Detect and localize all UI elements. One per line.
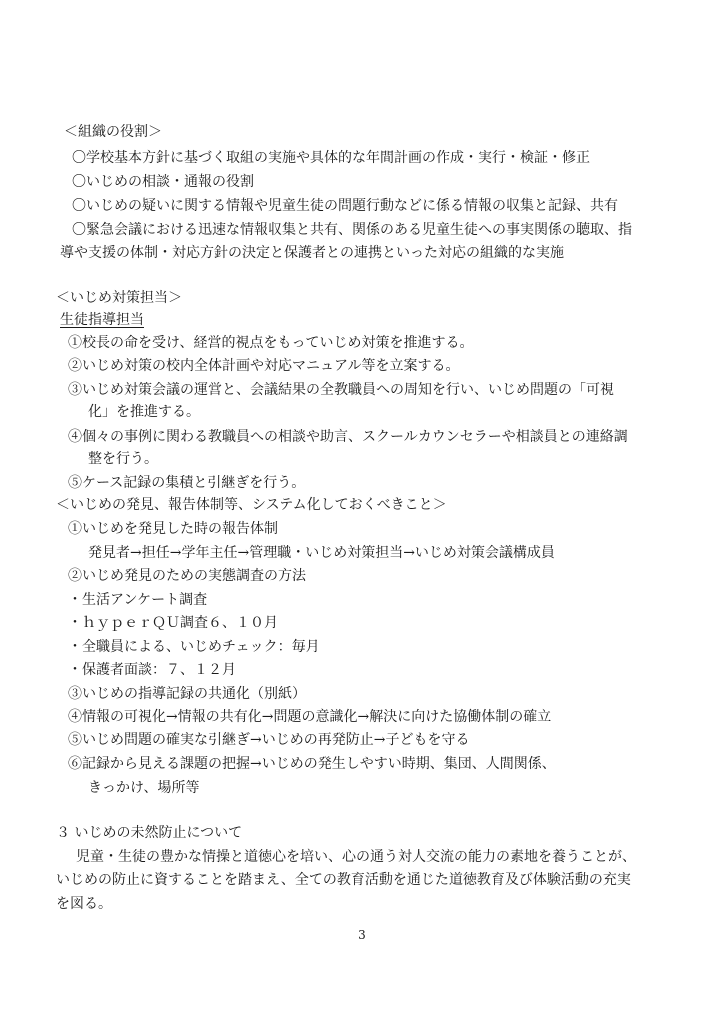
org-role-item-continued: 導や支援の体制・対応方針の決定と保護者との連携といった対応の組織的な実施 xyxy=(60,245,564,261)
anti-bullying-heading: ＜いじめ対策担当＞ xyxy=(56,290,182,306)
anti-bullying-item: ②いじめ対策の校内全体計画や対応マニュアル等を立案する。 xyxy=(68,358,460,374)
anti-bullying-item-continued: 化」を推進する。 xyxy=(88,404,200,420)
discovery-heading: ＜いじめの発見、報告体制等、システム化しておくべきこと＞ xyxy=(56,497,447,513)
discovery-item: ④情報の可視化→情報の共有化→問題の意識化→解決に向けた協働体制の確立 xyxy=(68,709,552,725)
discovery-item: ⑤いじめ問題の確実な引継ぎ→いじめの再発防止→子どもを守る xyxy=(68,732,470,748)
discovery-bullet: ・ｈｙｐｅｒＱＵ調査６、１０月 xyxy=(68,615,278,631)
discovery-bullet: ・生活アンケート調査 xyxy=(68,592,208,608)
section3-paragraph-line: を図る。 xyxy=(56,896,112,912)
discovery-item: ⑥記録から見える課題の把握→いじめの発生しやすい時期、集団、人間関係、 xyxy=(68,756,556,772)
discovery-item-detail: 発見者→担任→学年主任→管理職・いじめ対策担当→いじめ対策会議構成員 xyxy=(88,545,555,561)
discovery-item: ①いじめを発見した時の報告体制 xyxy=(68,521,278,537)
anti-bullying-item: ①校長の命を受け、経営的視点をもっていじめ対策を推進する。 xyxy=(68,335,474,351)
org-roles-heading: ＜組織の役割＞ xyxy=(64,124,162,140)
section3-heading: ３ いじめの未然防止について xyxy=(56,825,243,841)
anti-bullying-item: ④個々の事例に関わる教職員への相談や助言、スクールカウンセラーや相談員との連絡調 xyxy=(68,429,628,445)
anti-bullying-subheading: 生徒指導担当 xyxy=(60,312,144,328)
anti-bullying-item: ③いじめ対策会議の運営と、会議結果の全教職員への周知を行い、いじめ問題の「可視 xyxy=(68,382,614,398)
page-number: 3 xyxy=(358,928,366,942)
org-role-item: 〇学校基本方針に基づく取組の実施や具体的な年間計画の作成・実行・検証・修正 xyxy=(72,150,590,166)
discovery-item: ②いじめ発見のための実態調査の方法 xyxy=(68,568,306,584)
discovery-bullet: ・全職員による、いじめチェック：毎月 xyxy=(68,639,320,655)
org-role-item: 〇いじめの疑いに関する情報や児童生徒の問題行動などに係る情報の収集と記録、共有 xyxy=(72,198,618,214)
anti-bullying-item-continued: 整を行う。 xyxy=(88,451,158,467)
anti-bullying-item: ⑤ケース記録の集積と引継ぎを行う。 xyxy=(68,475,306,491)
discovery-item-continued: きっかけ、場所等 xyxy=(88,780,200,796)
discovery-bullet: ・保護者面談：７、１２月 xyxy=(68,662,236,678)
org-role-item: 〇いじめの相談・通報の役割 xyxy=(72,174,254,190)
org-role-item: 〇緊急会議における迅速な情報収集と共有、関係のある児童生徒への事実関係の聴取、指 xyxy=(72,222,632,238)
section3-paragraph-line: 児童・生徒の豊かな情操と道徳心を培い、心の通う対人交流の能力の素地を養うことが、 xyxy=(76,849,636,865)
section3-paragraph-line: いじめの防止に資することを踏まえ、全ての教育活動を通じた道徳教育及び体験活動の充実 xyxy=(56,872,631,888)
discovery-item: ③いじめの指導記録の共通化（別紙） xyxy=(68,686,306,702)
